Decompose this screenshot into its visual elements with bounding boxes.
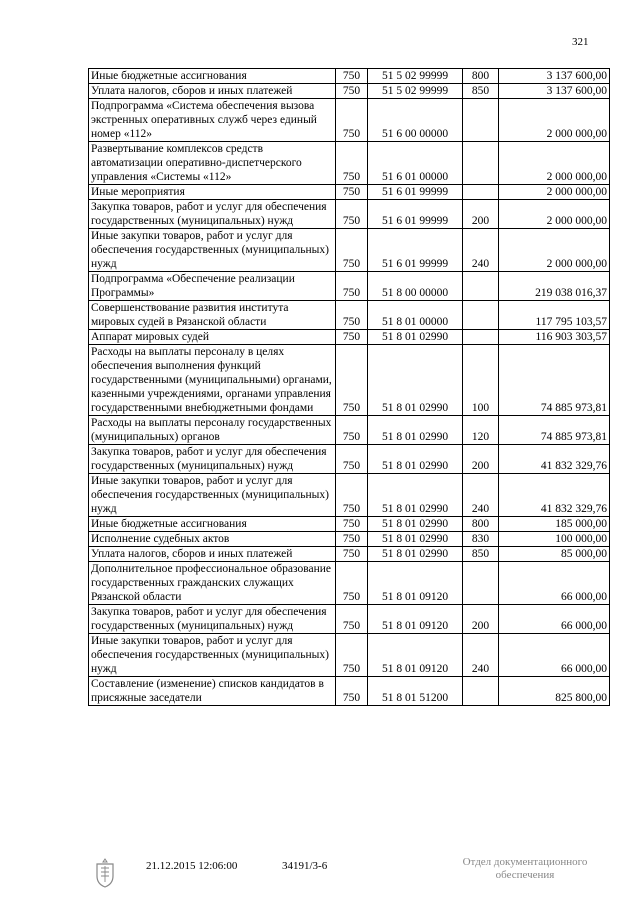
table-row (89, 99, 610, 142)
table-row (89, 200, 610, 229)
table-row (89, 301, 610, 330)
row-vr (463, 185, 499, 200)
row-csr: 51 8 01 02990 (368, 445, 463, 474)
row-vr: 850 (463, 547, 499, 562)
row-sum: 85 000,00 (499, 547, 610, 562)
row-vr: 100 (463, 345, 499, 416)
row-sum: 2 000 000,00 (499, 229, 610, 272)
row-sum: 66 000,00 (499, 634, 610, 677)
row-csr: 51 8 01 51200 (368, 677, 463, 706)
row-csr: 51 8 01 02990 (368, 330, 463, 345)
row-ved: 750 (336, 547, 368, 562)
row-sum: 41 832 329,76 (499, 445, 610, 474)
page-footer (0, 856, 640, 896)
row-csr: 51 6 01 99999 (368, 200, 463, 229)
row-name: Подпрограмма «Обеспечение реализации Программы» (89, 272, 336, 301)
row-sum: 219 038 016,37 (499, 272, 610, 301)
footer-department-line2: обеспечения (495, 869, 555, 881)
row-ved: 750 (336, 229, 368, 272)
row-sum: 100 000,00 (499, 532, 610, 547)
row-name: Составление (изменение) списков кандидатов в присяжные заседатели (89, 677, 336, 706)
row-ved: 750 (336, 562, 368, 605)
row-name: Иные закупки товаров, работ и услуг для обеспечения государственных (муниципальных) нужд (89, 634, 336, 677)
row-ved: 750 (336, 532, 368, 547)
row-ved: 750 (336, 517, 368, 532)
row-name: Иные закупки товаров, работ и услуг для обеспечения государственных (муниципальных) нужд (89, 229, 336, 272)
row-csr: 51 8 01 02990 (368, 532, 463, 547)
row-csr: 51 8 01 09120 (368, 562, 463, 605)
row-name: Совершенствование развития института мировых судей в Рязанской области (89, 301, 336, 330)
row-vr (463, 272, 499, 301)
table-row (89, 517, 610, 532)
row-ved: 750 (336, 142, 368, 185)
row-name: Иные закупки товаров, работ и услуг для обеспечения государственных (муниципальных) нужд (89, 474, 336, 517)
row-sum: 825 800,00 (499, 677, 610, 706)
row-sum: 41 832 329,76 (499, 474, 610, 517)
row-ved: 750 (336, 200, 368, 229)
row-vr: 240 (463, 229, 499, 272)
row-vr: 240 (463, 474, 499, 517)
row-name: Подпрограмма «Система обеспечения вызова экстренных оперативных служб через единый номер «112» (89, 99, 336, 142)
row-csr: 51 8 01 09120 (368, 634, 463, 677)
table-row (89, 445, 610, 474)
row-csr: 51 6 01 00000 (368, 142, 463, 185)
row-sum: 66 000,00 (499, 562, 610, 605)
row-vr: 850 (463, 84, 499, 99)
row-vr: 800 (463, 69, 499, 84)
row-vr: 800 (463, 517, 499, 532)
row-vr: 200 (463, 445, 499, 474)
row-sum: 185 000,00 (499, 517, 610, 532)
row-sum: 66 000,00 (499, 605, 610, 634)
row-csr: 51 8 00 00000 (368, 272, 463, 301)
row-vr: 240 (463, 634, 499, 677)
row-name: Исполнение судебных актов (89, 532, 336, 547)
row-ved: 750 (336, 301, 368, 330)
row-name: Уплата налогов, сборов и иных платежей (89, 84, 336, 99)
row-ved: 750 (336, 84, 368, 99)
table-row (89, 345, 610, 416)
row-name: Иные бюджетные ассигнования (89, 517, 336, 532)
row-name: Уплата налогов, сборов и иных платежей (89, 547, 336, 562)
row-csr: 51 5 02 99999 (368, 84, 463, 99)
footer-department-line1: Отдел документационного (462, 856, 588, 868)
row-ved: 750 (336, 416, 368, 445)
row-csr: 51 8 01 02990 (368, 416, 463, 445)
row-vr (463, 99, 499, 142)
row-csr: 51 8 01 00000 (368, 301, 463, 330)
row-name: Иные бюджетные ассигнования (89, 69, 336, 84)
row-csr: 51 8 01 09120 (368, 605, 463, 634)
table-row (89, 185, 610, 200)
row-name: Иные мероприятия (89, 185, 336, 200)
row-vr: 830 (463, 532, 499, 547)
table-row (89, 142, 610, 185)
row-ved: 750 (336, 345, 368, 416)
table-row (89, 272, 610, 301)
table-row (89, 634, 610, 677)
row-name: Расходы на выплаты персоналу в целях обеспечения выполнения функций государственными (муниципальными) органами, казенными учреждениями, органами управления государственными внебюджетными фондами (89, 345, 336, 416)
table-row (89, 69, 610, 84)
row-csr: 51 6 01 99999 (368, 185, 463, 200)
row-csr: 51 6 00 00000 (368, 99, 463, 142)
table-row (89, 84, 610, 99)
budget-table (88, 68, 610, 706)
row-ved: 750 (336, 272, 368, 301)
row-csr: 51 8 01 02990 (368, 345, 463, 416)
row-vr: 200 (463, 200, 499, 229)
table-row (89, 474, 610, 517)
row-vr (463, 301, 499, 330)
footer-doc-number: 34191/3-6 (282, 860, 328, 872)
row-sum: 3 137 600,00 (499, 84, 610, 99)
row-sum: 2 000 000,00 (499, 99, 610, 142)
row-csr: 51 5 02 99999 (368, 69, 463, 84)
row-name: Расходы на выплаты персоналу государственных (муниципальных) органов (89, 416, 336, 445)
row-sum: 116 903 303,57 (499, 330, 610, 345)
table-row (89, 605, 610, 634)
table-row (89, 229, 610, 272)
footer-datetime: 21.12.2015 12:06:00 (146, 860, 238, 872)
row-sum: 74 885 973,81 (499, 416, 610, 445)
row-name: Дополнительное профессиональное образование государственных гражданских служащих Рязанской области (89, 562, 336, 605)
row-vr (463, 677, 499, 706)
row-name: Развертывание комплексов средств автоматизации оперативно-диспетчерского управления «Системы «112» (89, 142, 336, 185)
row-ved: 750 (336, 69, 368, 84)
table-row (89, 677, 610, 706)
row-ved: 750 (336, 677, 368, 706)
row-name: Закупка товаров, работ и услуг для обеспечения государственных (муниципальных) нужд (89, 605, 336, 634)
row-sum: 2 000 000,00 (499, 185, 610, 200)
row-vr: 200 (463, 605, 499, 634)
row-ved: 750 (336, 330, 368, 345)
row-csr: 51 8 01 02990 (368, 547, 463, 562)
row-ved: 750 (336, 185, 368, 200)
table-row (89, 532, 610, 547)
row-csr: 51 8 01 02990 (368, 474, 463, 517)
table-row (89, 416, 610, 445)
row-sum: 117 795 103,57 (499, 301, 610, 330)
row-ved: 750 (336, 605, 368, 634)
row-name: Закупка товаров, работ и услуг для обеспечения государственных (муниципальных) нужд (89, 445, 336, 474)
row-vr: 120 (463, 416, 499, 445)
table-row (89, 547, 610, 562)
row-csr: 51 6 01 99999 (368, 229, 463, 272)
row-sum: 2 000 000,00 (499, 142, 610, 185)
row-name: Закупка товаров, работ и услуг для обеспечения государственных (муниципальных) нужд (89, 200, 336, 229)
row-ved: 750 (336, 99, 368, 142)
coat-of-arms-icon (93, 858, 117, 888)
row-sum: 3 137 600,00 (499, 69, 610, 84)
row-vr (463, 330, 499, 345)
row-ved: 750 (336, 634, 368, 677)
footer-department (445, 856, 605, 882)
table-row (89, 330, 610, 345)
row-csr: 51 8 01 02990 (368, 517, 463, 532)
row-sum: 2 000 000,00 (499, 200, 610, 229)
row-sum: 74 885 973,81 (499, 345, 610, 416)
page-number: 321 (572, 36, 589, 48)
row-vr (463, 142, 499, 185)
table-row (89, 562, 610, 605)
row-ved: 750 (336, 474, 368, 517)
row-ved: 750 (336, 445, 368, 474)
row-vr (463, 562, 499, 605)
row-name: Аппарат мировых судей (89, 330, 336, 345)
